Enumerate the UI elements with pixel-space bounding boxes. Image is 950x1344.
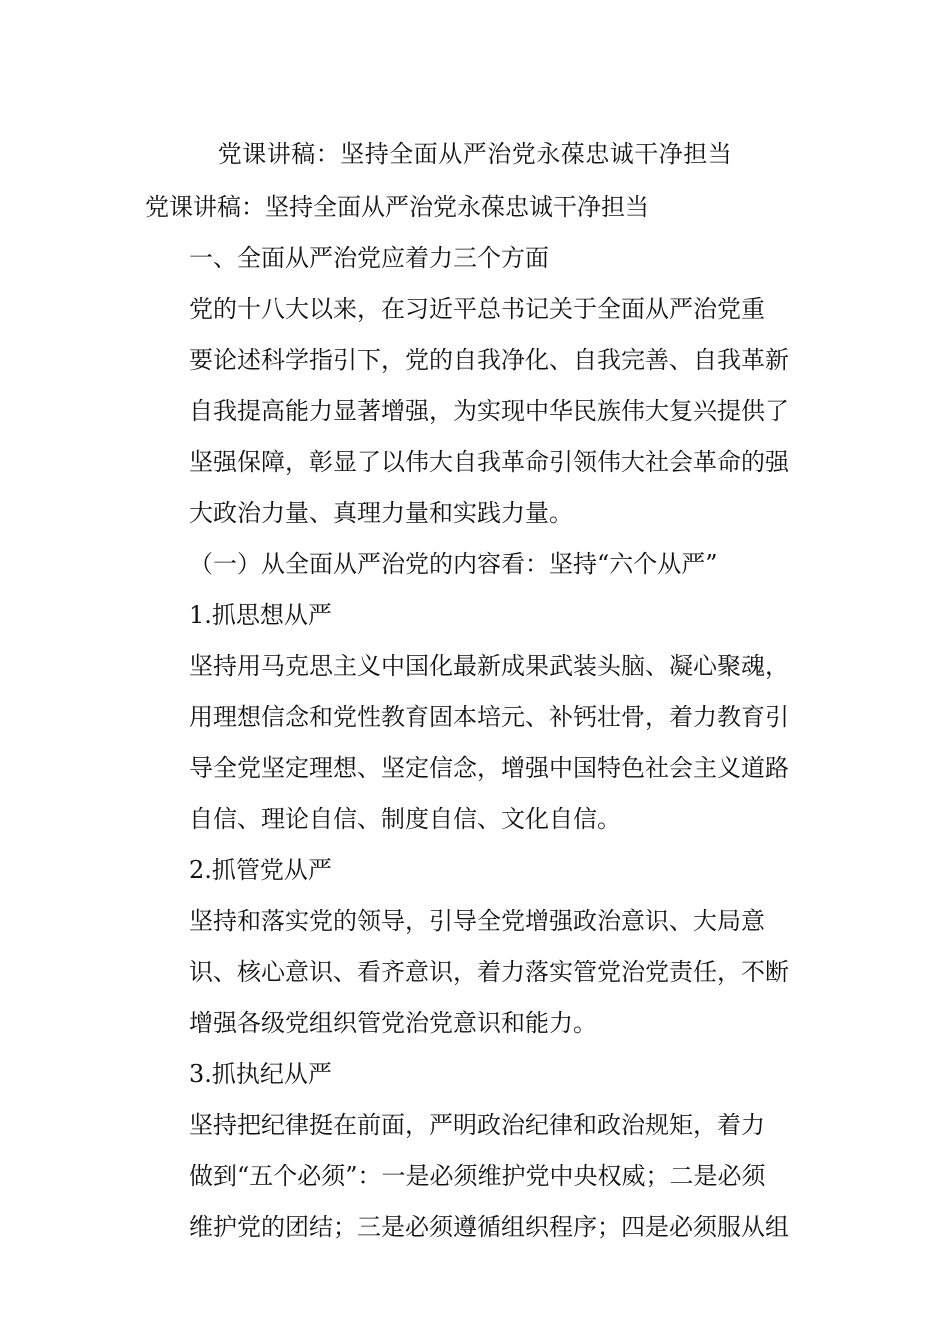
text-line: 自我提高能力显著增强，为实现中华民族伟大复兴提供了 [189, 397, 789, 425]
text-line: 2.抓管党从严 [189, 856, 332, 884]
text-line: 自信、理论自信、制度自信、文化自信。 [189, 805, 621, 833]
text-line: 识、核心意识、看齐意识，着力落实管党治党责任，不断 [189, 958, 789, 986]
text-line: 用理想信念和党性教育固本培元、补钙壮骨，着力教育引 [189, 703, 789, 731]
body-paragraph [145, 641, 825, 845]
text-line: 一、全面从严治党应着力三个方面 [189, 244, 549, 272]
body-paragraph [145, 896, 825, 1049]
body-paragraph [145, 284, 825, 539]
text-line: 做到“五个必须”：一是必须维护党中央权威；二是必须 [189, 1162, 766, 1190]
body-paragraph [145, 182, 825, 233]
document-body [145, 182, 825, 1253]
text-line: 增强各级党组织管党治党意识和能力。 [189, 1009, 597, 1037]
text-line: 坚强保障，彰显了以伟大自我革命引领伟大社会革命的强 [189, 448, 789, 476]
text-line: 维护党的团结；三是必须遵循组织程序；四是必须服从组 [189, 1213, 789, 1241]
text-line: 坚持和落实党的领导，引导全党增强政治意识、大局意 [189, 907, 765, 935]
text-line: 坚持用马克思主义中国化最新成果武装头脑、凝心聚魂， [189, 652, 789, 680]
body-paragraph [145, 590, 825, 641]
text-line: 党的十八大以来，在习近平总书记关于全面从严治党重 [189, 295, 765, 323]
body-paragraph [145, 1100, 825, 1253]
text-line: 大政治力量、真理力量和实践力量。 [189, 499, 573, 527]
document-title: 党课讲稿：坚持全面从严治党永葆忠诚干净担当 [217, 140, 733, 168]
body-paragraph [145, 233, 825, 284]
text-line: （一）从全面从严治党的内容看：坚持“六个从严” [189, 550, 718, 578]
text-line: 1.抓思想从严 [189, 601, 332, 629]
text-line: 导全党坚定理想、坚定信念，增强中国特色社会主义道路 [189, 754, 789, 782]
body-paragraph [145, 845, 825, 896]
text-line: 3.抓执纪从严 [189, 1060, 332, 1088]
text-line: 党课讲稿：坚持全面从严治党永葆忠诚干净担当 [145, 193, 649, 221]
body-paragraph [145, 1049, 825, 1100]
text-line: 坚持把纪律挺在前面，严明政治纪律和政治规矩，着力 [189, 1111, 765, 1139]
text-line: 要论述科学指引下，党的自我净化、自我完善、自我革新 [189, 346, 789, 374]
body-paragraph [145, 539, 825, 590]
